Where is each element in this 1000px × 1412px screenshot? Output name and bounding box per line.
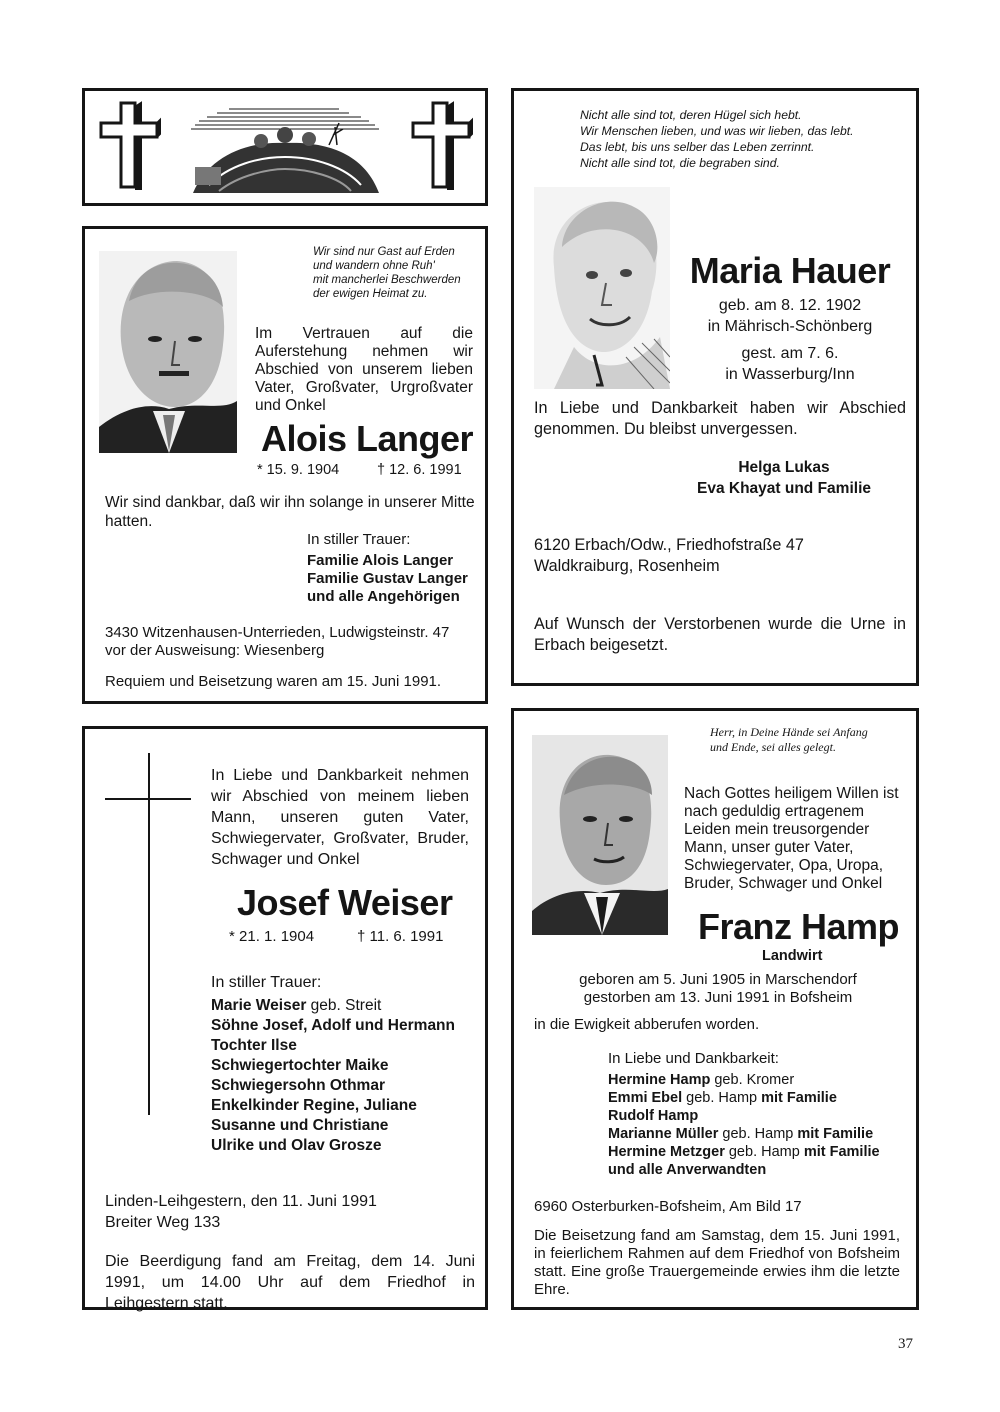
signer-suffix: mit Familie <box>761 1090 837 1106</box>
intro-text: Im Vertrauen auf die Auferstehung nehmen wir Abschied von unserem lieben Vater, Großvater, Urgroßvater und Onkel <box>255 325 473 414</box>
life-dates <box>678 295 902 385</box>
funeral-info: Die Beisetzung fand am Samstag, dem 15. Juni 1991, in feierlichem Rahmen auf dem Friedhof von Bofsheim statt. Eine große Trauergemeinde erwies ihm die letzte Ehre. <box>534 1227 900 1298</box>
address <box>534 535 906 577</box>
address-line: Waldkraiburg, Rosenheim <box>534 557 720 575</box>
deceased-name: Franz Hamp <box>698 906 900 947</box>
death-info: gestorben am 13. Juni 1991 in Bofsheim <box>583 989 853 1006</box>
place-line: Linden-Leihgestern, den 11. Juni 1991 <box>105 1193 377 1210</box>
poem <box>580 107 900 171</box>
birth-date: geb. am 8. 12. 1902 <box>718 297 862 314</box>
signers <box>608 1071 908 1179</box>
address <box>105 624 485 660</box>
signer-name: Hermine Metzger <box>608 1144 725 1160</box>
signers <box>664 457 904 499</box>
deceased-name: Josef Weiser <box>237 882 453 923</box>
signers <box>307 552 483 606</box>
signer-name: Marianne Müller <box>608 1126 719 1142</box>
birth-info: geboren am 5. Juni 1905 in Marschendorf <box>579 971 857 988</box>
poem-line: Wir sind nur Gast auf Erden <box>313 246 455 258</box>
signer <box>211 996 481 1016</box>
obituary-maria-hauer <box>511 88 919 686</box>
signer: Eva Khayat und Familie <box>697 480 871 497</box>
signer-suffix: mit Familie <box>797 1126 874 1142</box>
signer <box>608 1125 908 1143</box>
cross-icon <box>99 101 161 193</box>
signer: Tochter Ilse <box>211 1037 297 1054</box>
poem-line: mit mancherlei Beschwerden <box>313 274 461 286</box>
signer-maiden-name: geb. Kromer <box>710 1072 795 1088</box>
death-date: † 12. 6. 1991 <box>377 462 462 478</box>
signer <box>608 1089 908 1107</box>
portrait-photo <box>99 251 237 453</box>
life-dates <box>534 971 902 1007</box>
signer-maiden-name: geb. Hamp <box>682 1090 762 1106</box>
poem-line: Wir Menschen lieben, und was wir lieben, das lebt. <box>580 124 854 138</box>
address-line: 3430 Witzenhausen-Unterrieden, Ludwigsteinstr. 47 <box>105 624 450 641</box>
intro-text: Nach Gottes heiligem Willen ist nach geduldig ertragenem Leiden mein treusorgender Mann, unser guter Vater, Schwiegervater, Opa, Uropa, Bruder, Schwager und Onkel <box>684 785 899 892</box>
signer: Familie Gustav Langer <box>307 570 468 587</box>
place-line: Breiter Weg 133 <box>105 1214 221 1231</box>
address-line: vor der Ausweisung: Wiesenberg <box>105 642 325 659</box>
signer: Helga Lukas <box>738 459 830 476</box>
burial-note: Auf Wunsch der Verstorbenen wurde die Urne in Erbach beigesetzt. <box>534 615 906 654</box>
poem-line: und wandern ohne Ruh' <box>313 260 435 272</box>
signer-maiden-name: geb. Streit <box>306 997 382 1014</box>
signer <box>608 1071 908 1089</box>
signer: Söhne Josef, Adolf und Hermann <box>211 1017 455 1034</box>
signer-name: Marie Weiser <box>211 997 307 1014</box>
cross-icon <box>411 101 473 193</box>
intro-text: In Liebe und Dankbarkeit nehmen wir Abschied von meinem lieben Mann, unseren guten Vater, Schwiegervater, Großvater, Bruder, Schwager und Onkel <box>211 767 469 868</box>
signer: Familie Alois Langer <box>307 552 454 569</box>
signer: Susanne und Christiane <box>211 1117 389 1134</box>
signer: Rudolf Hamp <box>608 1108 699 1124</box>
obituary-josef-weiser <box>82 726 488 1310</box>
page-number: 37 <box>898 1336 913 1352</box>
occupation: Landwirt <box>762 948 823 964</box>
signer-suffix: mit Familie <box>803 1144 880 1160</box>
address-line: 6120 Erbach/Odw., Friedhofstraße 47 <box>534 536 804 554</box>
deceased-name: Alois Langer <box>261 418 474 459</box>
place-date <box>105 1191 485 1233</box>
signer <box>608 1143 908 1161</box>
signer-name: Hermine Hamp <box>608 1072 711 1088</box>
signers <box>211 996 481 1156</box>
cross-icon <box>105 753 195 1119</box>
obituary-alois-langer <box>82 226 488 704</box>
motto-line: Herr, in Deine Hände sei Anfang <box>710 725 868 739</box>
poem-line: der ewigen Heimat zu. <box>313 288 428 300</box>
poem-line: Nicht alle sind tot, deren Hügel sich hebt. <box>580 108 802 122</box>
poem-line: Das lebt, bis uns selber das Leben zerrinnt. <box>580 140 815 154</box>
signer: Schwiegersohn Othmar <box>211 1077 385 1094</box>
birth-place: in Mährisch-Schönberg <box>707 318 873 335</box>
signer-name: Emmi Ebel <box>608 1090 683 1106</box>
address: 6960 Osterburken-Bofsheim, Am Bild 17 <box>534 1198 802 1215</box>
death-date: gest. am 7. 6. <box>741 345 839 362</box>
motto-line: und Ende, sei alles gelegt. <box>710 740 836 754</box>
signer: Enkelkinder Regine, Juliane <box>211 1097 417 1114</box>
thanks-text: Wir sind dankbar, daß wir ihn solange in unserer Mitte hatten. <box>105 494 475 530</box>
signer: Ulrike und Olav Grosze <box>211 1137 382 1154</box>
poem <box>313 245 483 301</box>
cross-header-box <box>82 88 488 206</box>
signer: Schwiegertochter Maike <box>211 1057 389 1074</box>
birth-date: * 15. 9. 1904 <box>257 462 340 478</box>
death-date: † 11. 6. 1991 <box>357 928 444 945</box>
signer: und alle Angehörigen <box>307 588 460 605</box>
motto <box>710 725 900 755</box>
death-place: in Wasserburg/Inn <box>725 366 855 383</box>
mourning-label: In stiller Trauer: <box>211 974 322 991</box>
poem-line: Nicht alle sind tot, die begraben sind. <box>580 156 780 170</box>
grave-icon <box>189 105 381 193</box>
called-text: in die Ewigkeit abberufen worden. <box>534 1016 760 1033</box>
portrait-photo <box>534 187 670 389</box>
farewell-text: In Liebe und Dankbarkeit haben wir Abschied genommen. Du bleibst unvergessen. <box>534 399 906 438</box>
signer-maiden-name: geb. Hamp <box>718 1126 798 1142</box>
signer-maiden-name: geb. Hamp <box>724 1144 804 1160</box>
signer: und alle Anverwandten <box>608 1162 767 1178</box>
portrait-photo <box>532 735 668 935</box>
funeral-info: Requiem und Beisetzung waren am 15. Juni 1991. <box>105 673 442 690</box>
obituary-franz-hamp <box>511 708 919 1310</box>
funeral-info: Die Beerdigung fand am Freitag, dem 14. Juni 1991, um 14.00 Uhr auf dem Friedhof in Leihgestern statt. <box>105 1253 475 1312</box>
deceased-name: Maria Hauer <box>689 250 891 291</box>
birth-date: * 21. 1. 1904 <box>229 928 315 945</box>
mourning-label: In stiller Trauer: <box>307 531 411 548</box>
thanks-label: In Liebe und Dankbarkeit: <box>608 1050 779 1067</box>
